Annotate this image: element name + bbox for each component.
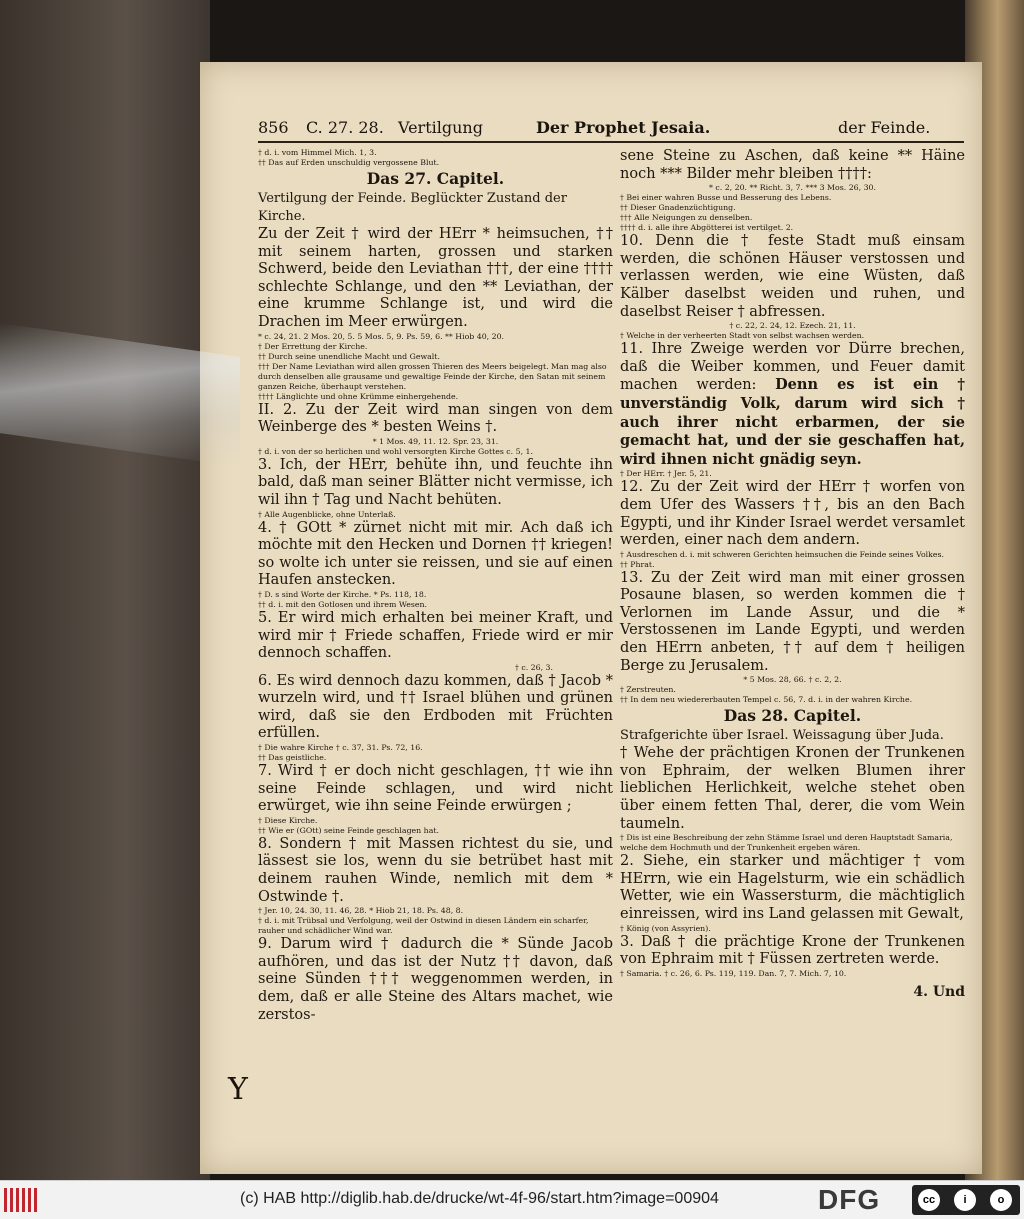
footnote: †††† d. i. alle ihre Abgötterei ist vertilget. 2. — [620, 223, 794, 233]
verse: 3. Daß † die prächtige Krone der Trunkenen von Ephraim mit † Füssen zertreten werde. — [620, 933, 965, 968]
running-title-center: Der Prophet Jesaia. — [536, 118, 711, 137]
cc-license-badge[interactable] — [912, 1185, 1020, 1215]
cross-reference: † Jer. 10, 24. 30, 11. 46, 28. * Hiob 21, 18. Ps. 48, 8. — [258, 906, 464, 916]
verse: 7. Wird † er doch nicht geschlagen, †† wie ihn seine Feinde schlagen, und wird nicht erwürget, wie ihn seine Feinde erwürgen ; — [258, 763, 613, 815]
chapter-heading: Das 27. Capitel. — [366, 169, 505, 188]
footnote: † d. i. von der so herlichen und wohl versorgten Kirche Gottes c. 5, 1. — [258, 446, 533, 456]
footnote: † d. i. mit Trübsal und Verfolgung, weil der Ostwind in diesen Ländern ein scharfer, rauher und schädlicher Wind war. — [258, 916, 589, 936]
footnote: † König (von Assyrien). — [620, 923, 711, 933]
verse — [620, 341, 965, 469]
footnote: ††† Alle Neigungen zu denselben. — [620, 213, 753, 223]
footnote: † D. s sind Worte der Kirche. * Ps. 118, 18. — [258, 589, 427, 599]
verse: 3. Ich, der HErr, behüte ihn, und feuchte ihn bald, daß man seiner Blätter nicht vermisse, ich wil ihn † Tag und Nacht behüten. — [258, 456, 613, 508]
cross-reference: † c. 22, 2. 24, 12. Ezech. 21, 11. — [729, 321, 856, 331]
sa-icon: o — [990, 1189, 1012, 1211]
footnote: † Welche in der verheerten Stadt von selbst wachsen werden. — [620, 331, 865, 341]
left-column — [258, 148, 613, 1024]
footer-bar — [0, 1180, 1024, 1219]
verse: 9. Darum wird † dadurch die * Sünde Jacob aufhören, und das ist der Nutz †† davon, daß seine Sünden ††† weggenommen werden, in dem, daß er alle Steine des Altars machet, wie zerstos- — [258, 936, 613, 1023]
verse: 13. Zu der Zeit wird man mit einer grossen Posaune blasen, so werden kommen die † Verlornen im Lande Assur, und die * Verstossenen im Lande Egypti, und werden den HErrn anbeten, †† auf dem † heiligen Berge zu Jerusalem. — [620, 569, 965, 674]
footnote: †† Das geistliche. — [258, 753, 327, 763]
footnote: †† Das auf Erden unschuldig vergossene Blut. — [258, 158, 440, 167]
footnote: †† Dieser Gnadenzüchtigung. — [620, 203, 736, 213]
scan-background-left — [0, 0, 210, 1180]
footnote: † Alle Augenblicke, ohne Unterlaß. — [258, 509, 396, 519]
footnote: † Zerstreuten. — [620, 685, 676, 695]
footnote: †† d. i. mit den Gotlosen und ihrem Wesen. — [258, 599, 427, 609]
verse: † Wehe der prächtigen Kronen der Trunkenen von Ephraim, der welken Blumen ihrer lieblichen Herlichkeit, welche stehet oben über einem fetten Thal, derer, die vom Wein taumeln. — [620, 745, 965, 832]
verse: 10. Denn die † feste Stadt muß einsam werden, die schönen Häuser verstossen und verlassen werden, wie eine Wüsten, daß Kälber daselbst weiden und ruhen, und daselbst Reiser † abfressen. — [620, 233, 965, 320]
footnote: ††† Der Name Leviathan wird allen grossen Thieren des Meers beigelegt. Man mag also durch denselben alle grausame und gewaltige Feinde der Kirche, den Satan mit seinem ganzen Reiche, überhaupt verstehen. — [258, 361, 607, 391]
right-column — [620, 148, 965, 1000]
footnote: †† Phrat. — [620, 559, 655, 569]
chapter-summary: Vertilgung der Feinde. Beglückter Zustand der Kirche. — [258, 191, 567, 224]
cross-reference: * c. 2, 20. ** Richt. 3, 7. *** 3 Mos. 26, 30. — [709, 183, 876, 193]
verse: 2. Siehe, ein starker und mächtiger † vom HErrn, wie ein Hagelsturm, wie ein schädlich Wetter, wie ein Wassersturm, die mächtiglich einreissen, wird ins Land gelassen mit Gewalt, — [620, 853, 965, 922]
verse: 12. Zu der Zeit wird der HErr † worfen von dem Ufer des Wassers ††, bis an den Bach Egypti, und ihr Kinder Israel werdet versamlet werden, einer nach dem andern. — [620, 479, 965, 549]
verse: 5. Er wird mich erhalten bei meiner Kraft, und wird mir † Friede schaffen, Friede wird er mir dennoch schaffen. — [258, 609, 613, 662]
footer-url[interactable]: (c) HAB http://diglib.hab.de/drucke/wt-4f-96/start.htm?image=00904 — [240, 1190, 719, 1207]
by-icon: i — [954, 1189, 976, 1211]
footnote: † Die wahre Kirche † c. 37, 31. Ps. 72, 16. — [258, 743, 423, 753]
footnote: † Diese Kirche. — [258, 815, 318, 825]
verse: 6. Es wird dennoch dazu kommen, daß † Jacob * wurzeln wird, und †† Israel blühen und grünen wird, daß sie den Erdboden mit Früchten erfüllen. — [258, 672, 613, 742]
chapter-heading: Das 28. Capitel. — [723, 706, 862, 726]
catchword-line — [620, 981, 965, 1000]
handwritten-mark: Y — [228, 1072, 248, 1107]
hab-logo-icon — [4, 1188, 40, 1212]
verse: 8. Sondern † mit Massen richtest du sie, und lässest sie los, wenn du sie betrübet hast mit deinem rauhen Winde, nemlich mit dem * Ostwinde †. — [258, 835, 613, 905]
verse: 4. † GOtt * zürnet nicht mit mir. Ach daß ich möchte mit den Hecken und Dornen †† kriegen! so wolte ich unter sie reissen, und sie auf einen Haufen anstecken. — [258, 519, 613, 589]
footnote: † Ausdreschen d. i. mit schweren Gerichten heimsuchen die Feinde seines Volkes. — [620, 549, 944, 559]
footnote: † Bei einer wahren Busse und Besserung des Lebens. — [620, 193, 832, 203]
verse-emphasis: Denn es ist ein † unverständig Volk, darum wird sich † auch ihrer nicht erbarmen, der sie gemacht hat, und der sie geschaffen hat, wird ihnen nicht gnädig seyn. — [620, 376, 965, 468]
cross-reference: † c. 26, 3. — [514, 662, 553, 672]
footnote: † Der Errettung der Kirche. — [258, 341, 368, 351]
cross-reference: † Samaria. † c. 26, 6. Ps. 119, 119. Dan. 7, 7. Mich. 7, 10. — [620, 968, 847, 978]
footnote: †† Durch seine unendliche Macht und Gewalt. — [258, 351, 440, 361]
footnote: † Der HErr. † Jer. 5, 21. — [620, 469, 712, 479]
chapter-ref: C. 27. 28. — [306, 118, 384, 137]
verse: Zu der Zeit † wird der HErr * heimsuchen, †† mit seinem harten, grossen und starken Schwerd, beide den Leviathan †††, der eine †††† schlechte Schlange, und den ** Leviathan, der eine krumme Schlange ist, und wird die Drachen im Meer erwürgen. — [258, 226, 613, 330]
verse: sene Steine zu Aschen, daß keine ** Häine noch *** Bilder mehr bleiben ††††: — [620, 148, 965, 182]
cross-reference: * c. 24, 21. 2 Mos. 20, 5. 5 Mos. 5, 9. Ps. 59, 6. ** Hiob 40, 20. — [258, 331, 505, 341]
cross-reference: * 1 Mos. 49, 11. 12. Spr. 23, 31. — [372, 436, 499, 446]
footnote: †† Wie er (GOtt) seine Feinde geschlagen hat. — [258, 825, 439, 835]
footnote: † d. i. vom Himmel Mich. 1, 3. — [258, 148, 377, 157]
verse: II. 2. Zu der Zeit wird man singen von dem Weinberge des * besten Weins †. — [258, 401, 613, 436]
dfg-logo: DFG — [818, 1184, 881, 1215]
cc-icon: cc — [918, 1189, 940, 1211]
footnote: †† In dem neu wiedererbauten Tempel c. 56, 7. d. i. in der wahren Kirche. — [620, 695, 913, 705]
footnote: †††† Länglichte und ohne Krümme einhergehende. — [258, 391, 459, 401]
running-title-left: Vertilgung — [398, 118, 483, 137]
catchword: 4. Und — [913, 983, 965, 1000]
verse-text: 11. Ihre Zweige werden vor Dürre brechen, daß die Weiber kommen, und Feuer damit machen werden: — [620, 341, 965, 394]
footnote: † Dis ist eine Beschreibung der zehn Stämme Israel und deren Hauptstadt Samaria, welche dem Hochmuth und der Trunkenheit ergeben wären. — [620, 833, 953, 853]
chapter-summary: Strafgerichte über Israel. Weissagung über Juda. — [620, 728, 944, 744]
header-rule — [258, 141, 964, 143]
cross-reference: * 5 Mos. 28, 66. † c. 2, 2. — [743, 675, 842, 685]
page-number: 856 — [258, 118, 289, 137]
running-title-right: der Feinde. — [838, 118, 931, 137]
